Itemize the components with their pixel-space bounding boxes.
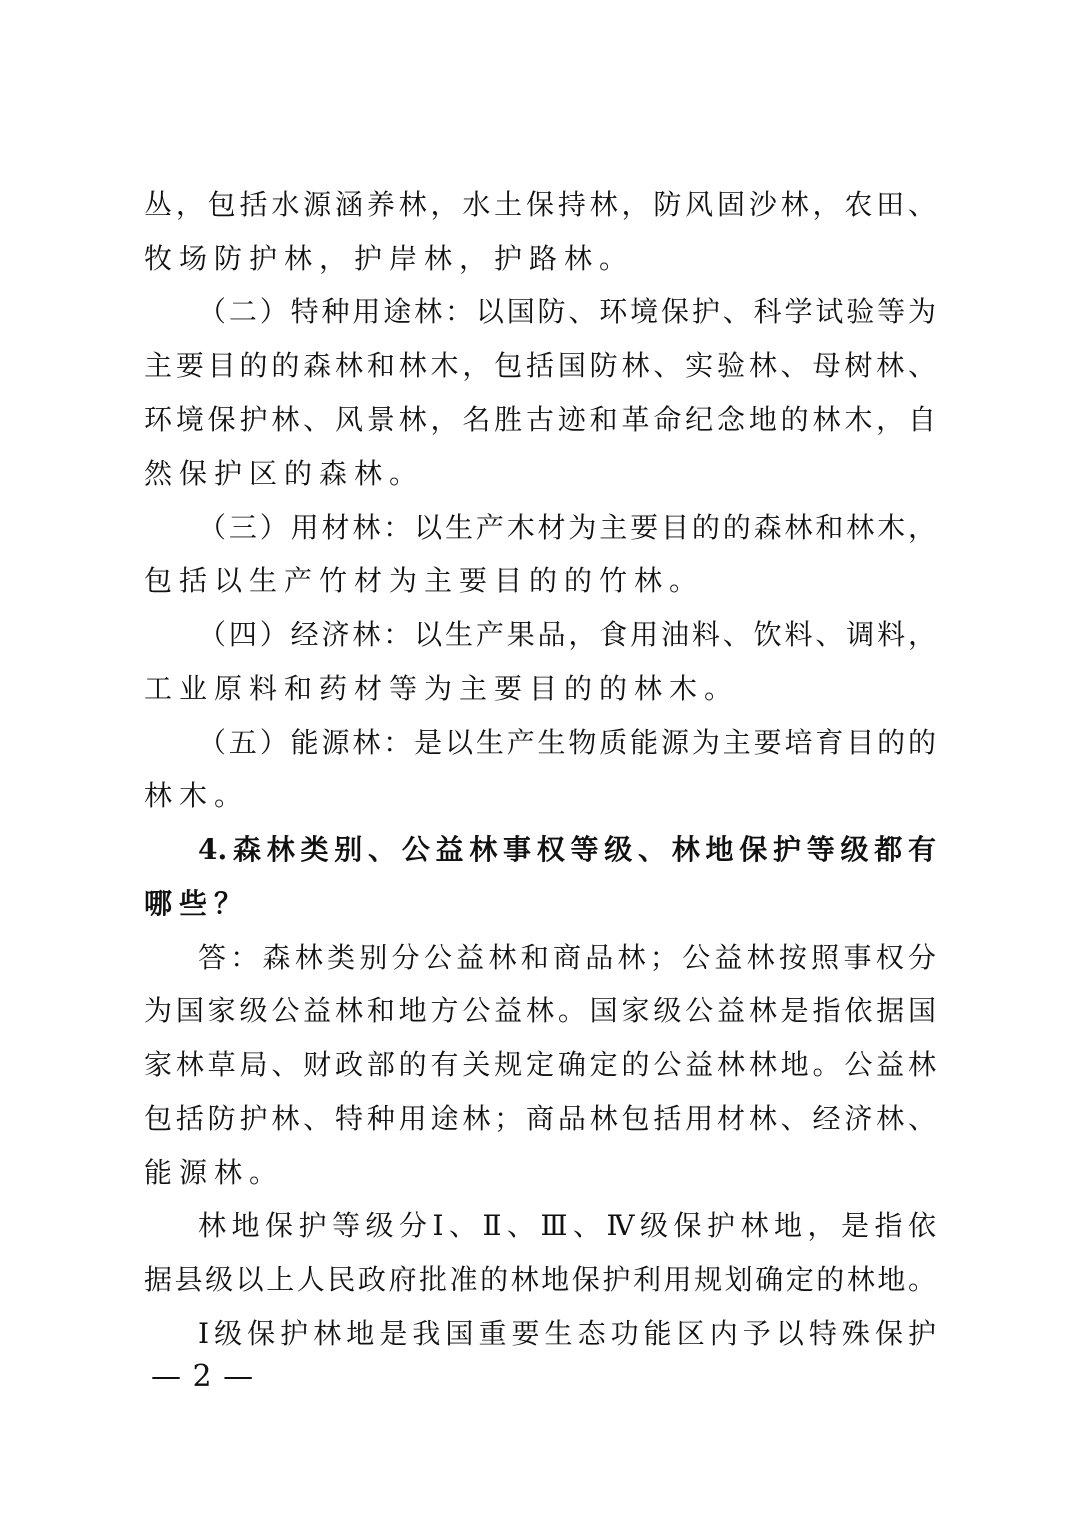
text-line: 工业原料和药材等为主要目的的林木。 bbox=[144, 672, 740, 705]
text-line: 为国家级公益林和地方公益林。国家级公益林是指依据国 bbox=[144, 994, 936, 1027]
text-line: （五）能源林：是以生产生物质能源为主要培育目的的 bbox=[198, 726, 936, 759]
text-line: 林木。 bbox=[144, 779, 250, 812]
text-line: 据县级以上人民政府批准的林地保护利用规划确定的林地。 bbox=[144, 1263, 936, 1296]
question-heading-line: 哪些？ bbox=[144, 887, 250, 920]
text-line: 能源林。 bbox=[144, 1156, 285, 1189]
text-line: （三）用材林：以生产木材为主要目的的森林和林木， bbox=[198, 511, 936, 544]
text-line: （四）经济林：以生产果品，食用油料、饮料、调料， bbox=[198, 618, 936, 651]
page-number: — 2 — bbox=[151, 1359, 255, 1394]
text-line: 家林草局、财政部的有关规定确定的公益林林地。公益林 bbox=[144, 1048, 936, 1081]
text-line: 包括以生产竹材为主要目的的竹林。 bbox=[144, 564, 705, 597]
text-line: 丛，包括水源涵养林，水土保持林，防风固沙林，农田、 bbox=[144, 188, 936, 221]
text-line: 答：森林类别分公益林和商品林；公益林按照事权分 bbox=[198, 941, 936, 974]
text-line: 牧场防护林，护岸林，护路林。 bbox=[144, 242, 635, 275]
question-heading-line: 4.森林类别、公益林事权等级、林地保护等级都有 bbox=[198, 833, 936, 866]
text-line: （二）特种用途林：以国防、环境保护、科学试验等为 bbox=[198, 295, 936, 328]
text-line: 环境保护林、风景林，名胜古迹和革命纪念地的林木，自 bbox=[144, 403, 936, 436]
text-line: Ⅰ级保护林地是我国重要生态功能区内予以特殊保护 bbox=[198, 1317, 936, 1350]
text-line: 然保护区的森林。 bbox=[144, 457, 425, 490]
text-line: 林地保护等级分Ⅰ、Ⅱ、Ⅲ、Ⅳ级保护林地，是指依 bbox=[198, 1209, 936, 1242]
text-line: 包括防护林、特种用途林；商品林包括用材林、经济林、 bbox=[144, 1102, 936, 1135]
text-line: 主要目的的森林和林木，包括国防林、实验林、母树林、 bbox=[144, 349, 936, 382]
